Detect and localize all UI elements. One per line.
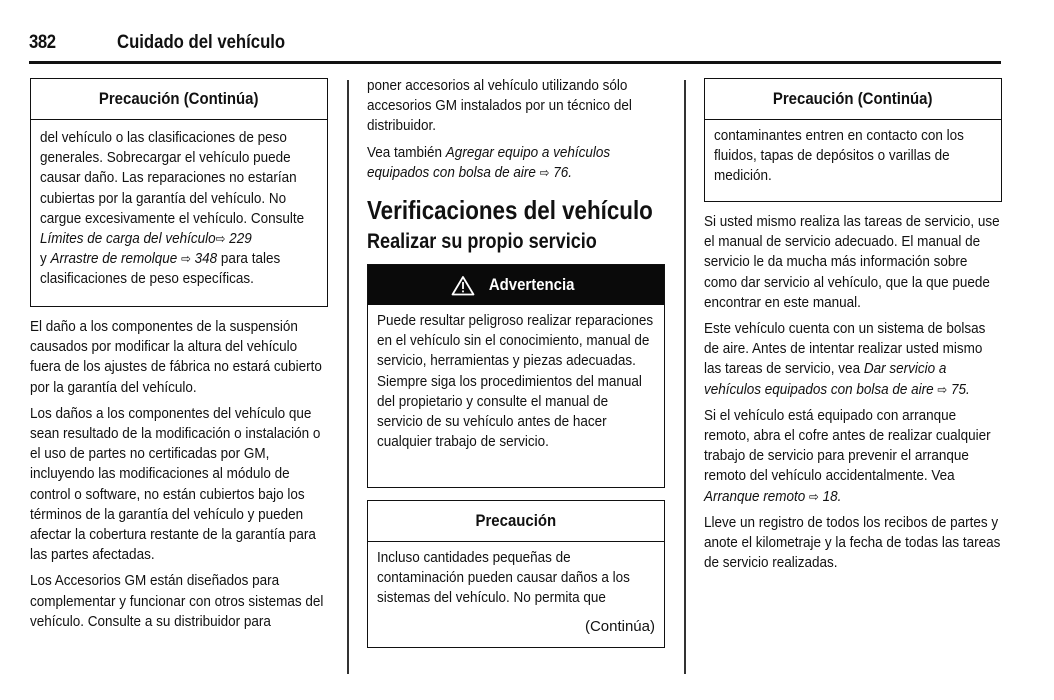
section-heading: Verificaciones del vehículo (367, 195, 653, 226)
page-header (29, 30, 1001, 62)
warning-box-text: Puede resultar peligroso realizar reparaciones en el vehículo sin el conocimiento, manual de servicio, herramientas y piezas adecuadas. Siempre siga los procedimientos del manual del propietario y consulte el manual de servicio de su vehículo antes de hacer cualquier trabajo de servicio. (377, 312, 654, 451)
body-text (704, 212, 1002, 573)
paragraph: Los Accesorios GM están diseñados para complementar y funcionar con otros sistemas del vehículo. Consulte a su distribuidor para (30, 572, 324, 630)
caution-box-title: Precaución (Continúa) (705, 79, 1001, 120)
paragraph: Este vehículo cuenta con un sistema de bolsas de aire. Antes de intentar realizar usted mismo las tareas de servicio, vea Dar servicio a vehículos equipados con bolsa de aire ⇨ 75. (704, 320, 986, 398)
column-1 (30, 78, 328, 638)
body-text (367, 76, 665, 183)
paragraph: poner accesorios al vehículo utilizando sólo accesorios GM instalados por un técnico del distribuidor. (367, 77, 632, 135)
caution-box-title: Precaución (368, 501, 664, 542)
xref-airbag-service[interactable]: Dar servicio a vehículos equipados con bolsa de aire ⇨ 75. (704, 360, 970, 398)
xref-remote-start[interactable]: Arranque remoto ⇨ 18. (704, 487, 842, 505)
paragraph: Los daños a los componentes del vehículo que sean resultado de la modificación o instalación o el uso de partes no certificadas por GM, incluyendo las modificaciones al módulo de control o software, no están cubiertos bajo los términos de la garantía del vehículo y pueden afectar la cobertura restante de la garantía para las partes afectadas. (30, 404, 321, 564)
xref-add-equipment[interactable]: Agregar equipo a vehículos equipados con bolsa de aire ⇨ 76. (367, 143, 611, 181)
paragraph: El daño a los componentes de la suspensión causados por modificar la altura del vehículo fuera de los ajustes de fábrica no estará cubierto por la garantía del vehículo. (30, 318, 322, 396)
ref-arrow-icon: ⇨ (937, 381, 948, 397)
body-text (30, 317, 328, 632)
subsection-heading: Realizar su propio servicio (367, 230, 597, 254)
paragraph: Si usted mismo realiza las tareas de servicio, use el manual de servicio adecuado. El manual de servicio le da mucha más información sobre como dar servicio al vehículo, que la que puede encontrar en este manual. (704, 213, 1000, 311)
column-2 (367, 76, 665, 648)
header-rule (29, 61, 1001, 64)
caution-box-continued (30, 78, 328, 307)
caution-box-text: Incluso cantidades pequeñas de contaminación pueden causar daños a los sistemas del vehículo. No permita que (377, 549, 630, 607)
column-divider (347, 80, 349, 674)
ref-arrow-icon: ⇨ (809, 488, 819, 504)
caution-box-text: contaminantes entren en contacto con los fluidos, tapas de depósitos o varillas de medición. (714, 127, 964, 185)
paragraph: Si el vehículo está equipado con arranque remoto, abra el cofre antes de realizar cualquier trabajo de servicio para prevenir el arranque remoto del vehículo accidentalmente. Vea Arranque remoto ⇨ 18. (704, 406, 991, 505)
caution-box (367, 500, 665, 648)
ref-arrow-icon: ⇨ (539, 164, 550, 180)
xref-trailer-towing[interactable]: Arrastre de remolque ⇨ 348 (50, 250, 218, 268)
xref-load-limits[interactable]: Límites de carga del vehículo⇨ 229 (40, 230, 252, 248)
warning-box-title: Advertencia (368, 265, 664, 305)
warning-triangle-icon (451, 275, 475, 296)
caution-box-text: del vehículo o las clasificaciones de peso generales. Sobrecargar el vehículo puede causar daño. Las reparaciones no estarían cubiertas por la garantía del vehículo. No cargue excesivamente el vehículo. Consulte Límites de carga del vehículo⇨ 229 y Arrastre de remolque ⇨ 348 para tales clasificaciones de peso específicas. (40, 129, 305, 288)
ref-arrow-icon: ⇨ (181, 251, 191, 267)
caution-box-title: Precaución (Continúa) (31, 79, 327, 120)
continues-label: (Continúa) (584, 617, 655, 635)
page-number: 382 (29, 32, 56, 53)
warning-box (367, 264, 665, 488)
paragraph: Lleve un registro de todos los recibos de partes y anote el kilometraje y la fecha de todas las tareas de servicio realizadas. (704, 513, 1001, 572)
see-also: Vea también Agregar equipo a vehículos equipados con bolsa de aire ⇨ 76. (367, 143, 611, 181)
column-3 (704, 78, 1002, 579)
column-divider (684, 80, 686, 674)
ref-arrow-icon: ⇨ (215, 231, 226, 247)
section-title: Cuidado del vehículo (117, 32, 286, 53)
caution-box-continued (704, 78, 1002, 202)
